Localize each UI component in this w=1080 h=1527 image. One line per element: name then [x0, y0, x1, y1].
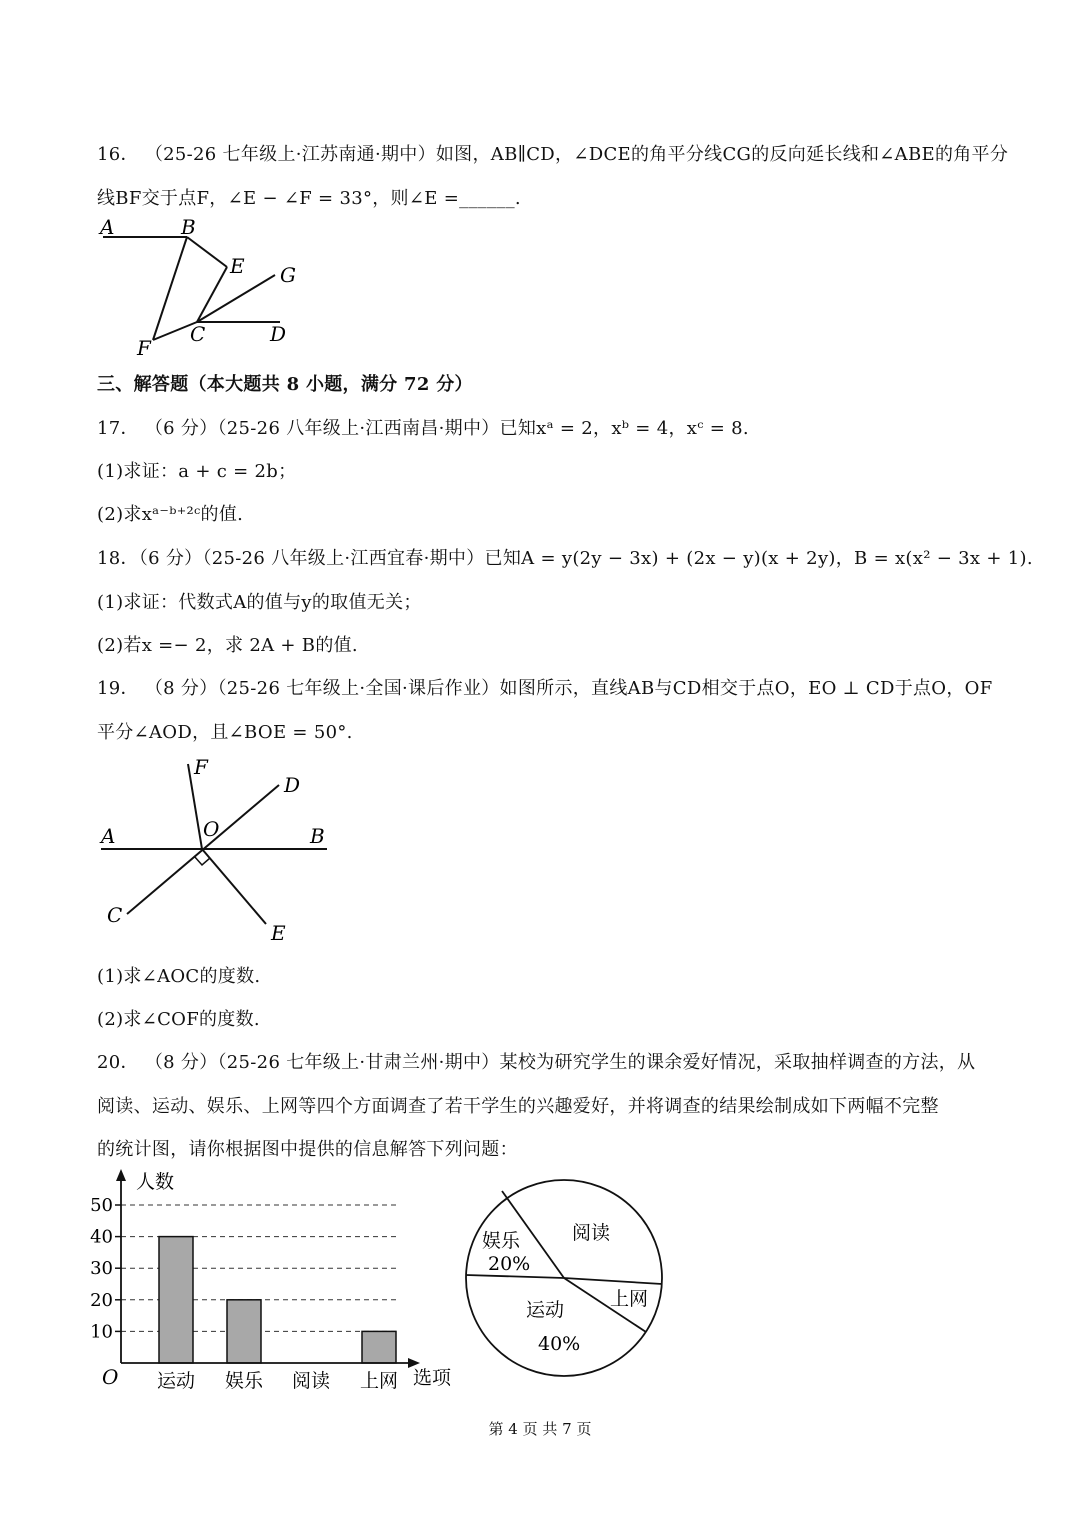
pie-value-yule: 20%: [488, 1253, 531, 1275]
q19-line1: 19． （8 分）（25-26 七年级上·全国·课后作业）如图所示，直线AB与CD相交于点O，EO ⊥ CD于点O，OF: [97, 678, 993, 699]
pie-label-yundong: 运动: [526, 1299, 565, 1321]
q20-line2: 阅读、运动、娱乐、上网等四个方面调查了若干学生的兴趣爱好，并将调查的结果绘制成如下两幅不完整: [97, 1096, 939, 1117]
pie-label-yuedu: 阅读: [572, 1222, 611, 1244]
q19-label-b: B: [310, 824, 325, 848]
bar-ytick-label: 10: [90, 1321, 113, 1343]
y-axis-arrow: [116, 1169, 126, 1181]
bar-origin: O: [102, 1365, 119, 1389]
q19-label-c: C: [107, 903, 123, 927]
q16-label-e: E: [230, 254, 245, 278]
q16-figure: [95, 215, 315, 360]
q16-label-f: F: [137, 336, 151, 360]
q16-label-b: B: [181, 215, 196, 239]
q18-part1: (1)求证：代数式A的值与y的取值无关；: [97, 592, 422, 613]
bar-category-label: 上网: [359, 1370, 399, 1392]
pie-label-yule: 娱乐: [482, 1230, 521, 1252]
q16-label-a: A: [100, 215, 115, 239]
q19-figure: [95, 752, 345, 947]
pie-chart: [460, 1178, 670, 1388]
q16-line1: 16． （25-26 七年级上·江苏南通·期中）如图，AB∥CD，∠DCE的角平分线CG的反向延长线和∠ABE的角平分: [97, 144, 1009, 165]
bar-2: [227, 1300, 261, 1363]
q18-part2: (2)若x =− 2，求 2A + B的值.: [97, 635, 358, 656]
q19-label-f: F: [194, 755, 208, 779]
q19-line2: 平分∠AOD，且∠BOE = 50°.: [97, 722, 353, 743]
q19-label-d: D: [284, 773, 301, 797]
bar-xlabel: 选项: [413, 1367, 452, 1389]
bar-chart: [90, 1165, 470, 1395]
q20-line3: 的统计图，请你根据图中提供的信息解答下列问题：: [97, 1139, 518, 1160]
q18-line1: 18．（6 分）（25-26 八年级上·江西宜春·期中）已知A = y(2y − 3x) + (2x − y)(x + 2y)，B = x(x² − 3x + 1).: [97, 548, 1033, 569]
bar-1: [159, 1237, 193, 1363]
bar-4: [362, 1331, 396, 1363]
bar-ytick-label: 20: [90, 1289, 113, 1311]
q19-part2: (2)求∠COF的度数.: [97, 1009, 260, 1030]
pie-label-shangwang: 上网: [610, 1288, 649, 1310]
section-heading: 三、解答题（本大题共 8 小题，满分 72 分）: [97, 374, 473, 395]
bar-ytick-label: 40: [90, 1226, 113, 1248]
q17-line1: 17． （6 分）（25-26 八年级上·江西南昌·期中）已知xᵃ = 2，xᵇ = 4，xᶜ = 8.: [97, 418, 749, 439]
q20-line1: 20． （8 分）（25-26 七年级上·甘肃兰州·期中）某校为研究学生的课余爱好情况，采取抽样调查的方法，从: [97, 1052, 976, 1073]
q19-part1: (1)求∠AOC的度数.: [97, 966, 261, 987]
page-footer: 第 4 页 共 7 页: [488, 1420, 592, 1438]
q17-part2: (2)求xᵃ⁻ᵇ⁺²ᶜ的值.: [97, 504, 244, 525]
q19-label-a: A: [101, 824, 116, 848]
bar-category-label: 阅读: [291, 1370, 331, 1392]
q19-label-e: E: [271, 921, 286, 945]
q16-line2: 线BF交于点F，∠E − ∠F = 33°，则∠E =______.: [97, 188, 521, 209]
bar-category-label: 娱乐: [224, 1370, 264, 1392]
pie-value-yundong: 40%: [538, 1333, 581, 1355]
q17-part1: (1)求证：a + c = 2b；: [97, 461, 297, 482]
bar-ytick-label: 50: [90, 1195, 113, 1216]
q16-label-g: G: [280, 263, 296, 287]
q16-label-c: C: [190, 322, 206, 346]
q19-label-o: O: [203, 817, 220, 841]
bar-ylabel: 人数: [136, 1171, 175, 1193]
bar-ytick-label: 30: [90, 1258, 113, 1280]
bar-category-label: 运动: [156, 1370, 196, 1392]
q16-label-d: D: [270, 322, 287, 346]
